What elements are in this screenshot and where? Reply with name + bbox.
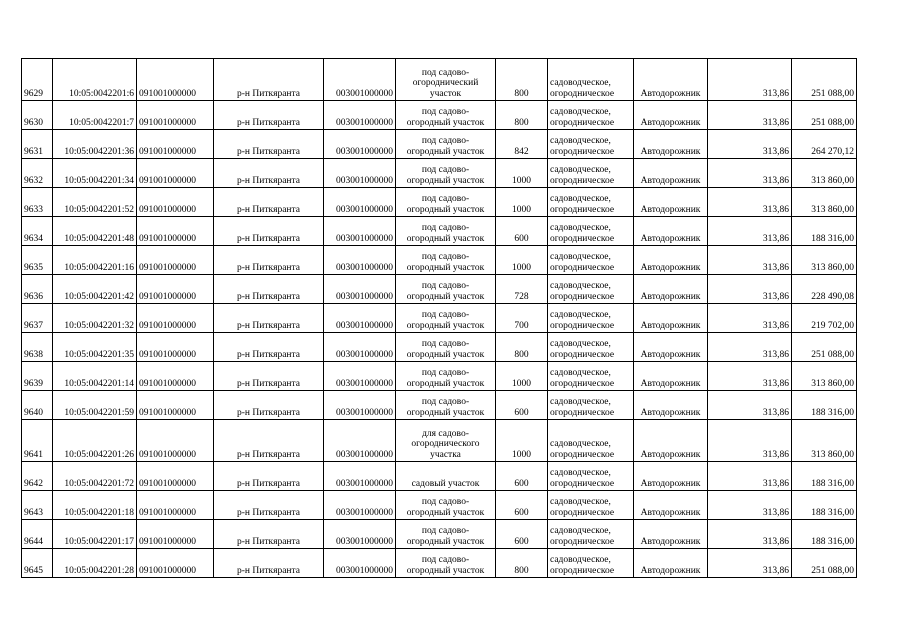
association-cell: Автодорожник (634, 391, 708, 420)
zone-code-cell: 003001000000 (324, 130, 396, 159)
permitted-use-cell-line: огородный участок (406, 349, 485, 360)
row-number-cell: 9635 (22, 246, 53, 275)
table-row (22, 304, 857, 333)
row-number-cell: 9637 (22, 304, 53, 333)
association-cell: Автодорожник (634, 362, 708, 391)
area-cell: 800 (496, 59, 548, 101)
permitted-use-cell (396, 130, 496, 159)
classifier-code-cell: 091001000000 (137, 159, 214, 188)
rate-cell: 313,86 (708, 391, 792, 420)
permitted-use-cell-line: огородный участок (406, 378, 485, 389)
permitted-use-cell-line: огородный участок (406, 507, 485, 518)
classifier-code-cell: 091001000000 (137, 462, 214, 491)
zone-code-cell: 003001000000 (324, 188, 396, 217)
district-cell: р-н Питкяранта (214, 246, 324, 275)
land-category-cell-line: садоводческое, (550, 439, 611, 449)
land-category-cell-line: огородническое (550, 88, 615, 99)
cadastral-number-cell: 10:05:0042201:32 (53, 304, 137, 333)
table-row (22, 59, 857, 101)
cadastral-number-cell: 10:05:0042201:28 (53, 549, 137, 578)
zone-code-cell: 003001000000 (324, 549, 396, 578)
area-cell: 600 (496, 462, 548, 491)
classifier-code-cell: 091001000000 (137, 217, 214, 246)
district-cell: р-н Питкяранта (214, 362, 324, 391)
table-row (22, 491, 857, 520)
row-number-cell: 9632 (22, 159, 53, 188)
row-number-cell: 9634 (22, 217, 53, 246)
zone-code-cell: 003001000000 (324, 246, 396, 275)
association-cell: Автодорожник (634, 462, 708, 491)
cadastral-number-cell: 10:05:0042201:59 (53, 391, 137, 420)
permitted-use-cell-line: под садово- (421, 281, 470, 291)
land-category-cell (548, 101, 634, 130)
cadastral-number-cell: 10:05:0042201:7 (53, 101, 137, 130)
zone-code-cell: 003001000000 (324, 391, 396, 420)
zone-code-cell: 003001000000 (324, 491, 396, 520)
classifier-code-cell: 091001000000 (137, 130, 214, 159)
rate-cell: 313,86 (708, 549, 792, 578)
rate-cell: 313,86 (708, 491, 792, 520)
classifier-code-cell: 091001000000 (137, 333, 214, 362)
permitted-use-cell-line: огородный участок (406, 407, 485, 418)
association-cell: Автодорожник (634, 59, 708, 101)
association-cell: Автодорожник (634, 549, 708, 578)
area-cell: 800 (496, 101, 548, 130)
cadastral-value-cell: 188 316,00 (792, 462, 857, 491)
land-category-cell-line: садоводческое, (550, 194, 611, 204)
association-cell: Автодорожник (634, 491, 708, 520)
area-cell: 600 (496, 491, 548, 520)
land-plot-register-table (21, 58, 857, 578)
classifier-code-cell: 091001000000 (137, 304, 214, 333)
classifier-code-cell: 091001000000 (137, 362, 214, 391)
permitted-use-cell-line: под садово- (421, 497, 470, 507)
association-cell: Автодорожник (634, 304, 708, 333)
land-category-cell-line: садоводческое, (550, 555, 611, 565)
cadastral-number-cell: 10:05:0042201:42 (53, 275, 137, 304)
permitted-use-cell (396, 246, 496, 275)
rate-cell: 313,86 (708, 246, 792, 275)
permitted-use-cell (396, 159, 496, 188)
cadastral-number-cell: 10:05:0042201:72 (53, 462, 137, 491)
permitted-use-cell-line: под садово- (421, 67, 470, 78)
land-category-cell (548, 462, 634, 491)
cadastral-value-cell: 219 702,00 (792, 304, 857, 333)
cadastral-value-cell: 313 860,00 (792, 188, 857, 217)
association-cell: Автодорожник (634, 275, 708, 304)
row-number-cell: 9645 (22, 549, 53, 578)
zone-code-cell: 003001000000 (324, 59, 396, 101)
table-row (22, 333, 857, 362)
table-row (22, 101, 857, 130)
land-category-cell (548, 246, 634, 275)
land-category-cell-line: огородническое (550, 565, 615, 576)
cadastral-number-cell: 10:05:0042201:6 (53, 59, 137, 101)
land-category-cell-line: садоводческое, (550, 252, 611, 262)
land-category-cell (548, 333, 634, 362)
land-category-cell (548, 217, 634, 246)
land-category-cell-line: огородническое (550, 262, 615, 273)
zone-code-cell: 003001000000 (324, 362, 396, 391)
rate-cell: 313,86 (708, 130, 792, 159)
area-cell: 800 (496, 333, 548, 362)
land-category-cell-line: огородническое (550, 507, 615, 518)
permitted-use-cell (396, 420, 496, 462)
classifier-code-cell: 091001000000 (137, 420, 214, 462)
permitted-use-cell-line: садовый участок (411, 478, 480, 489)
table-body (22, 59, 857, 578)
zone-code-cell: 003001000000 (324, 304, 396, 333)
row-number-cell: 9636 (22, 275, 53, 304)
district-cell: р-н Питкяранта (214, 275, 324, 304)
permitted-use-cell-line: огородный участок (406, 233, 485, 244)
land-category-cell-line: садоводческое, (550, 526, 611, 536)
rate-cell: 313,86 (708, 59, 792, 101)
area-cell: 600 (496, 391, 548, 420)
land-category-cell (548, 491, 634, 520)
cadastral-number-cell: 10:05:0042201:16 (53, 246, 137, 275)
zone-code-cell: 003001000000 (324, 462, 396, 491)
row-number-cell: 9638 (22, 333, 53, 362)
cadastral-value-cell: 251 088,00 (792, 333, 857, 362)
permitted-use-cell (396, 491, 496, 520)
rate-cell: 313,86 (708, 333, 792, 362)
area-cell: 1000 (496, 246, 548, 275)
land-category-cell-line: садоводческое, (550, 497, 611, 507)
cadastral-value-cell: 251 088,00 (792, 101, 857, 130)
rate-cell: 313,86 (708, 420, 792, 462)
classifier-code-cell: 091001000000 (137, 491, 214, 520)
permitted-use-cell-line: под садово- (421, 368, 470, 378)
row-number-cell: 9644 (22, 520, 53, 549)
zone-code-cell: 003001000000 (324, 217, 396, 246)
district-cell: р-н Питкяранта (214, 159, 324, 188)
district-cell: р-н Питкяранта (214, 391, 324, 420)
permitted-use-cell-line: огороднического (411, 439, 480, 449)
land-category-cell-line: огородническое (550, 536, 615, 547)
cadastral-number-cell: 10:05:0042201:48 (53, 217, 137, 246)
row-number-cell: 9629 (22, 59, 53, 101)
district-cell: р-н Питкяранта (214, 420, 324, 462)
association-cell: Автодорожник (634, 130, 708, 159)
zone-code-cell: 003001000000 (324, 420, 396, 462)
permitted-use-cell-line: для садово- (422, 428, 469, 439)
land-category-cell (548, 275, 634, 304)
classifier-code-cell: 091001000000 (137, 520, 214, 549)
cadastral-value-cell: 313 860,00 (792, 246, 857, 275)
association-cell: Автодорожник (634, 101, 708, 130)
permitted-use-cell-line: под садово- (421, 107, 470, 117)
permitted-use-cell-line: под садово- (421, 397, 470, 407)
district-cell: р-н Питкяранта (214, 217, 324, 246)
land-category-cell (548, 59, 634, 101)
district-cell: р-н Питкяранта (214, 130, 324, 159)
land-category-cell-line: огородническое (550, 233, 615, 244)
district-cell: р-н Питкяранта (214, 304, 324, 333)
land-category-cell-line: садоводческое, (550, 165, 611, 175)
permitted-use-cell-line: огородный участок (406, 146, 485, 157)
cadastral-value-cell: 313 860,00 (792, 159, 857, 188)
permitted-use-cell (396, 101, 496, 130)
land-category-cell-line: садоводческое, (550, 339, 611, 349)
table-row (22, 549, 857, 578)
permitted-use-cell-line: огородный участок (406, 117, 485, 128)
cadastral-value-cell: 251 088,00 (792, 549, 857, 578)
permitted-use-cell (396, 362, 496, 391)
classifier-code-cell: 091001000000 (137, 391, 214, 420)
district-cell: р-н Питкяранта (214, 333, 324, 362)
permitted-use-cell (396, 59, 496, 101)
association-cell: Автодорожник (634, 217, 708, 246)
classifier-code-cell: 091001000000 (137, 246, 214, 275)
cadastral-value-cell: 264 270,12 (792, 130, 857, 159)
cadastral-value-cell: 251 088,00 (792, 59, 857, 101)
rate-cell: 313,86 (708, 101, 792, 130)
cadastral-number-cell: 10:05:0042201:18 (53, 491, 137, 520)
row-number-cell: 9642 (22, 462, 53, 491)
row-number-cell: 9630 (22, 101, 53, 130)
zone-code-cell: 003001000000 (324, 101, 396, 130)
cadastral-number-cell: 10:05:0042201:26 (53, 420, 137, 462)
table-row (22, 362, 857, 391)
rate-cell: 313,86 (708, 159, 792, 188)
rate-cell: 313,86 (708, 520, 792, 549)
cadastral-value-cell: 188 316,00 (792, 520, 857, 549)
table-row (22, 420, 857, 462)
permitted-use-cell (396, 304, 496, 333)
cadastral-number-cell: 10:05:0042201:14 (53, 362, 137, 391)
table-row (22, 246, 857, 275)
row-number-cell: 9643 (22, 491, 53, 520)
land-category-cell-line: огородническое (550, 117, 615, 128)
area-cell: 700 (496, 304, 548, 333)
land-category-cell-line: огородническое (550, 320, 615, 331)
permitted-use-cell (396, 333, 496, 362)
association-cell: Автодорожник (634, 520, 708, 549)
land-category-cell-line: садоводческое, (550, 78, 611, 88)
table-row (22, 275, 857, 304)
zone-code-cell: 003001000000 (324, 520, 396, 549)
permitted-use-cell-line: под садово- (421, 555, 470, 565)
area-cell: 728 (496, 275, 548, 304)
land-category-cell-line: садоводческое, (550, 310, 611, 320)
association-cell: Автодорожник (634, 159, 708, 188)
zone-code-cell: 003001000000 (324, 333, 396, 362)
land-category-cell (548, 420, 634, 462)
permitted-use-cell-line: огородный участок (406, 175, 485, 186)
permitted-use-cell (396, 188, 496, 217)
permitted-use-cell (396, 391, 496, 420)
land-category-cell (548, 130, 634, 159)
land-category-cell (548, 362, 634, 391)
row-number-cell: 9641 (22, 420, 53, 462)
land-category-cell-line: огородническое (550, 146, 615, 157)
land-category-cell-line: садоводческое, (550, 107, 611, 117)
land-category-cell (548, 520, 634, 549)
permitted-use-cell-line: огородный участок (406, 204, 485, 215)
cadastral-number-cell: 10:05:0042201:17 (53, 520, 137, 549)
cadastral-value-cell: 228 490,08 (792, 275, 857, 304)
district-cell: р-н Питкяранта (214, 549, 324, 578)
table-row (22, 462, 857, 491)
district-cell: р-н Питкяранта (214, 462, 324, 491)
cadastral-number-cell: 10:05:0042201:34 (53, 159, 137, 188)
area-cell: 600 (496, 520, 548, 549)
classifier-code-cell: 091001000000 (137, 188, 214, 217)
association-cell: Автодорожник (634, 246, 708, 275)
land-category-cell-line: огородническое (550, 349, 615, 360)
row-number-cell: 9640 (22, 391, 53, 420)
permitted-use-cell (396, 549, 496, 578)
zone-code-cell: 003001000000 (324, 275, 396, 304)
zone-code-cell: 003001000000 (324, 159, 396, 188)
permitted-use-cell-line: под садово- (421, 223, 470, 233)
land-category-cell-line: огородническое (550, 378, 615, 389)
table-row (22, 159, 857, 188)
permitted-use-cell (396, 275, 496, 304)
cadastral-value-cell: 313 860,00 (792, 420, 857, 462)
land-category-cell-line: садоводческое, (550, 397, 611, 407)
land-category-cell-line: садоводческое, (550, 136, 611, 146)
land-category-cell-line: садоводческое, (550, 281, 611, 291)
district-cell: р-н Питкяранта (214, 520, 324, 549)
land-category-cell-line: огородническое (550, 407, 615, 418)
district-cell: р-н Питкяранта (214, 188, 324, 217)
permitted-use-cell-line: под садово- (421, 136, 470, 146)
permitted-use-cell-line: огородный участок (406, 536, 485, 547)
land-category-cell (548, 188, 634, 217)
cadastral-number-cell: 10:05:0042201:36 (53, 130, 137, 159)
area-cell: 842 (496, 130, 548, 159)
permitted-use-cell-line: огородный участок (406, 320, 485, 331)
district-cell: р-н Питкяранта (214, 491, 324, 520)
permitted-use-cell-line: огороднический (412, 78, 479, 88)
cadastral-value-cell: 188 316,00 (792, 491, 857, 520)
land-category-cell-line: огородническое (550, 449, 615, 460)
area-cell: 600 (496, 217, 548, 246)
permitted-use-cell-line: под садово- (421, 194, 470, 204)
permitted-use-cell (396, 462, 496, 491)
land-category-cell-line: огородническое (550, 204, 615, 215)
classifier-code-cell: 091001000000 (137, 549, 214, 578)
association-cell: Автодорожник (634, 333, 708, 362)
classifier-code-cell: 091001000000 (137, 59, 214, 101)
rate-cell: 313,86 (708, 275, 792, 304)
land-category-cell-line: огородническое (550, 175, 615, 186)
permitted-use-cell-line: под садово- (421, 339, 470, 349)
district-cell: р-н Питкяранта (214, 101, 324, 130)
permitted-use-cell-line: участка (430, 449, 461, 460)
row-number-cell: 9639 (22, 362, 53, 391)
permitted-use-cell-line: огородный участок (406, 291, 485, 302)
permitted-use-cell-line: огородный участок (406, 565, 485, 576)
cadastral-value-cell: 188 316,00 (792, 391, 857, 420)
area-cell: 1000 (496, 159, 548, 188)
cadastral-number-cell: 10:05:0042201:35 (53, 333, 137, 362)
permitted-use-cell-line: под садово- (421, 310, 470, 320)
classifier-code-cell: 091001000000 (137, 101, 214, 130)
area-cell: 800 (496, 549, 548, 578)
permitted-use-cell-line: под садово- (421, 165, 470, 175)
land-category-cell-line: огородническое (550, 291, 615, 302)
table-row (22, 130, 857, 159)
land-category-cell (548, 159, 634, 188)
rate-cell: 313,86 (708, 462, 792, 491)
area-cell: 1000 (496, 188, 548, 217)
permitted-use-cell-line: под садово- (421, 252, 470, 262)
row-number-cell: 9631 (22, 130, 53, 159)
land-category-cell (548, 304, 634, 333)
rate-cell: 313,86 (708, 188, 792, 217)
cadastral-number-cell: 10:05:0042201:52 (53, 188, 137, 217)
rate-cell: 313,86 (708, 304, 792, 333)
area-cell: 1000 (496, 420, 548, 462)
land-category-cell-line: садоводческое, (550, 468, 611, 478)
land-category-cell (548, 549, 634, 578)
land-category-cell-line: садоводческое, (550, 368, 611, 378)
classifier-code-cell: 091001000000 (137, 275, 214, 304)
association-cell: Автодорожник (634, 188, 708, 217)
land-category-cell (548, 391, 634, 420)
table-row (22, 188, 857, 217)
cadastral-value-cell: 188 316,00 (792, 217, 857, 246)
permitted-use-cell-line: под садово- (421, 526, 470, 536)
area-cell: 1000 (496, 362, 548, 391)
table-row (22, 520, 857, 549)
permitted-use-cell (396, 217, 496, 246)
land-category-cell-line: садоводческое, (550, 223, 611, 233)
association-cell: Автодорожник (634, 420, 708, 462)
rate-cell: 313,86 (708, 217, 792, 246)
permitted-use-cell-line: огородный участок (406, 262, 485, 273)
land-category-cell-line: огородническое (550, 478, 615, 489)
cadastral-value-cell: 313 860,00 (792, 362, 857, 391)
table-row (22, 217, 857, 246)
permitted-use-cell (396, 520, 496, 549)
row-number-cell: 9633 (22, 188, 53, 217)
rate-cell: 313,86 (708, 362, 792, 391)
permitted-use-cell-line: участок (429, 88, 462, 99)
district-cell: р-н Питкяранта (214, 59, 324, 101)
table-row (22, 391, 857, 420)
